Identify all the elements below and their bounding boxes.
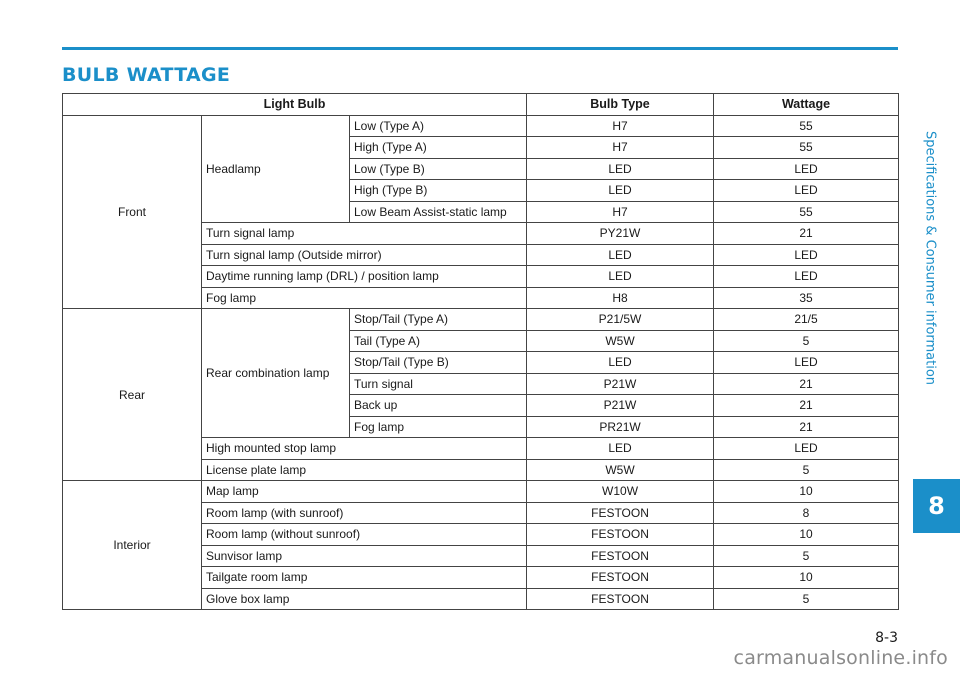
row-bulb-type: P21W [527, 373, 714, 395]
row-wattage: 5 [714, 545, 899, 567]
row-wattage: 21 [714, 395, 899, 417]
section-title: BULB WATTAGE [62, 64, 231, 86]
row-item: Back up [350, 395, 527, 417]
chapter-side-label: Specifications & Consumer information [922, 130, 938, 386]
row-wattage: 55 [714, 137, 899, 159]
row-wattage: LED [714, 180, 899, 202]
row-bulb-type: P21W [527, 395, 714, 417]
bulb-wattage-table [62, 93, 899, 610]
row-item: Tailgate room lamp [202, 567, 527, 589]
row-bulb-type: LED [527, 158, 714, 180]
page-number: 8-3 [875, 630, 898, 646]
table-header-row [63, 94, 899, 116]
header-wattage: Wattage [714, 94, 899, 116]
row-wattage: 8 [714, 502, 899, 524]
row-bulb-type: H7 [527, 115, 714, 137]
watermark: carmanualsonline.info [733, 647, 948, 669]
header-bulb-type: Bulb Type [527, 94, 714, 116]
row-bulb-type: PY21W [527, 223, 714, 245]
row-bulb-type: FESTOON [527, 524, 714, 546]
row-bulb-type: W10W [527, 481, 714, 503]
row-wattage: 5 [714, 459, 899, 481]
table-row [63, 481, 899, 503]
row-item: Turn signal [350, 373, 527, 395]
group-rear: Rear [63, 309, 202, 481]
group-interior: Interior [63, 481, 202, 610]
row-wattage: LED [714, 352, 899, 374]
row-wattage: LED [714, 266, 899, 288]
row-bulb-type: LED [527, 438, 714, 460]
row-wattage: 55 [714, 115, 899, 137]
row-item: Room lamp (with sunroof) [202, 502, 527, 524]
row-wattage: 35 [714, 287, 899, 309]
row-item: Fog lamp [350, 416, 527, 438]
row-bulb-type: LED [527, 266, 714, 288]
row-wattage: LED [714, 244, 899, 266]
row-bulb-type: P21/5W [527, 309, 714, 331]
row-item: Low Beam Assist-static lamp [350, 201, 527, 223]
group-front: Front [63, 115, 202, 309]
row-wattage: LED [714, 438, 899, 460]
row-item: Stop/Tail (Type B) [350, 352, 527, 374]
row-bulb-type: FESTOON [527, 545, 714, 567]
row-wattage: 10 [714, 567, 899, 589]
row-item: Glove box lamp [202, 588, 527, 610]
subgroup-rear-combination-lamp: Rear combination lamp [202, 309, 350, 438]
row-item: High (Type B) [350, 180, 527, 202]
row-item: Tail (Type A) [350, 330, 527, 352]
row-bulb-type: H8 [527, 287, 714, 309]
row-bulb-type: LED [527, 244, 714, 266]
row-wattage: 10 [714, 524, 899, 546]
row-bulb-type: FESTOON [527, 588, 714, 610]
row-item: Low (Type B) [350, 158, 527, 180]
row-bulb-type: H7 [527, 201, 714, 223]
row-bulb-type: FESTOON [527, 502, 714, 524]
row-item: Sunvisor lamp [202, 545, 527, 567]
row-item: Fog lamp [202, 287, 527, 309]
row-wattage: LED [714, 158, 899, 180]
row-bulb-type: W5W [527, 459, 714, 481]
row-item: Turn signal lamp [202, 223, 527, 245]
row-item: Daytime running lamp (DRL) / position lamp [202, 266, 527, 288]
row-bulb-type: W5W [527, 330, 714, 352]
row-wattage: 5 [714, 330, 899, 352]
subgroup-headlamp: Headlamp [202, 115, 350, 223]
row-item: High mounted stop lamp [202, 438, 527, 460]
row-wattage: 21 [714, 416, 899, 438]
row-item: High (Type A) [350, 137, 527, 159]
row-item: Turn signal lamp (Outside mirror) [202, 244, 527, 266]
row-bulb-type: LED [527, 352, 714, 374]
row-wattage: 21 [714, 373, 899, 395]
table-row [63, 115, 899, 137]
row-bulb-type: PR21W [527, 416, 714, 438]
row-item: Low (Type A) [350, 115, 527, 137]
row-bulb-type: FESTOON [527, 567, 714, 589]
row-item: Room lamp (without sunroof) [202, 524, 527, 546]
row-bulb-type: H7 [527, 137, 714, 159]
header-light-bulb: Light Bulb [63, 94, 527, 116]
table-row [63, 309, 899, 331]
row-item: Stop/Tail (Type A) [350, 309, 527, 331]
row-item: Map lamp [202, 481, 527, 503]
row-wattage: 21 [714, 223, 899, 245]
row-item: License plate lamp [202, 459, 527, 481]
row-wattage: 55 [714, 201, 899, 223]
row-wattage: 5 [714, 588, 899, 610]
row-wattage: 21/5 [714, 309, 899, 331]
row-bulb-type: LED [527, 180, 714, 202]
row-wattage: 10 [714, 481, 899, 503]
chapter-number-tab: 8 [913, 479, 960, 533]
top-rule [62, 47, 898, 50]
